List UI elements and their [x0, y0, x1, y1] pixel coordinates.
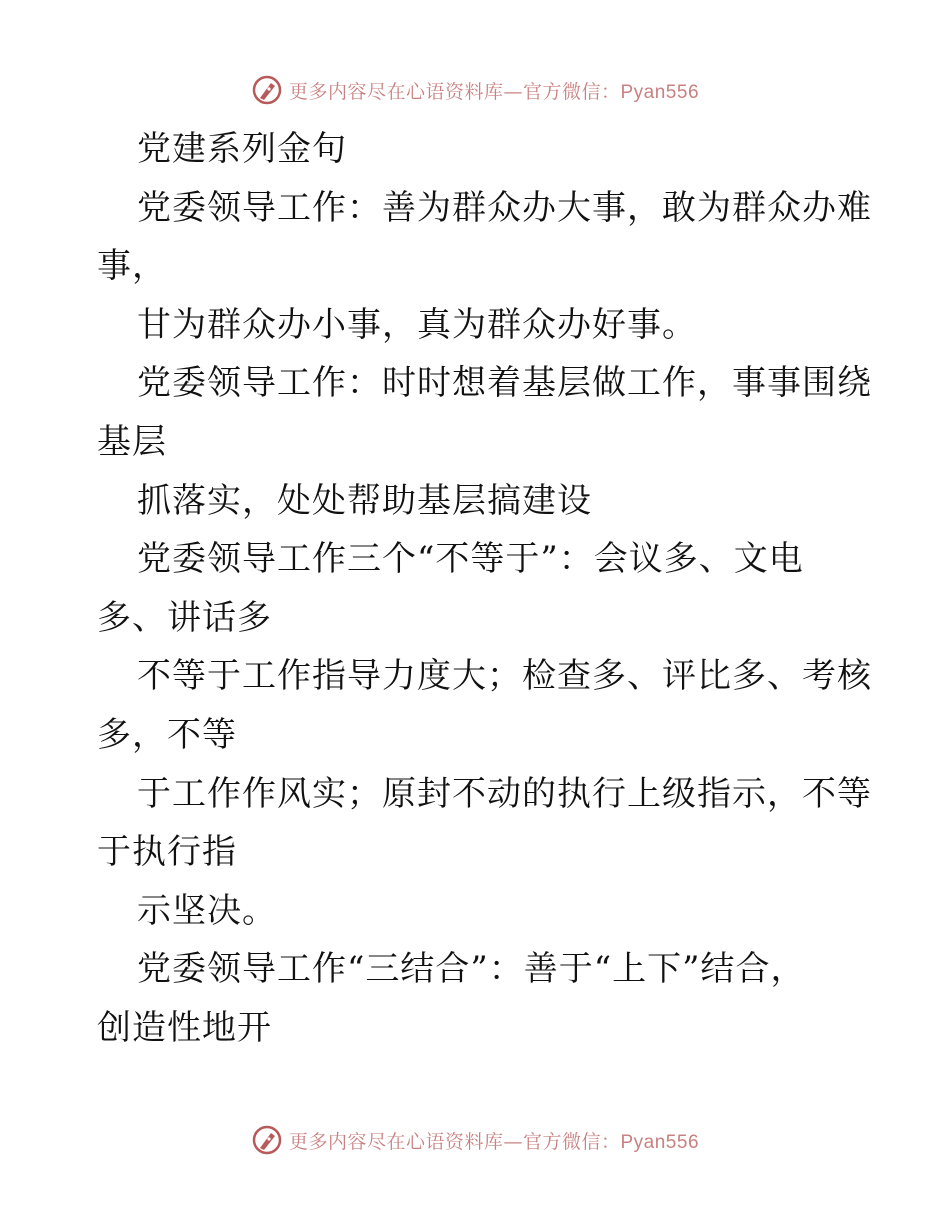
wechat-id: Pyan556 — [620, 81, 700, 103]
text-line: 党委领导工作：时时想着基层做工作，事事围绕 — [137, 363, 872, 404]
banner-label: 更多内容尽在心语资料库—官方微信：Pyan556 — [288, 1130, 700, 1153]
pen-nib-logo-icon — [251, 74, 283, 106]
text-line: 不等于工作指导力度大；检查多、评比多、考核 — [137, 656, 872, 697]
text-line: 多，不等 — [97, 714, 237, 755]
text-line: 示坚决。 — [137, 890, 277, 931]
banner-label: 更多内容尽在心语资料库—官方微信：Pyan556 — [288, 80, 700, 103]
text-line: 于工作作风实；原封不动的执行上级指示，不等 — [137, 773, 872, 814]
document-body — [97, 120, 872, 1058]
text-line: 于执行指 — [97, 832, 237, 873]
text-line: 甘为群众办小事，真为群众办好事。 — [137, 304, 697, 345]
wechat-id: Pyan556 — [620, 1131, 700, 1153]
text-line: 事， — [97, 246, 167, 287]
text-line: 基层 — [97, 421, 167, 462]
text-line: 党委领导工作：善为群众办大事，敢为群众办难 — [137, 187, 872, 228]
text-line: 创造性地开 — [97, 1007, 272, 1048]
text-line: 党委领导工作“三结合”：善于“上下”结合， — [137, 949, 806, 990]
text-line: 党委领导工作三个“不等于”：会议多、文电 — [137, 539, 804, 580]
footer-banner — [0, 1120, 950, 1160]
text-line: 抓落实，处处帮助基层搞建设 — [137, 480, 592, 521]
text-line: 多、讲话多 — [97, 597, 272, 638]
text-line: 党建系列金句 — [137, 129, 347, 169]
header-banner — [0, 70, 950, 110]
pen-nib-logo-icon — [251, 1124, 283, 1156]
